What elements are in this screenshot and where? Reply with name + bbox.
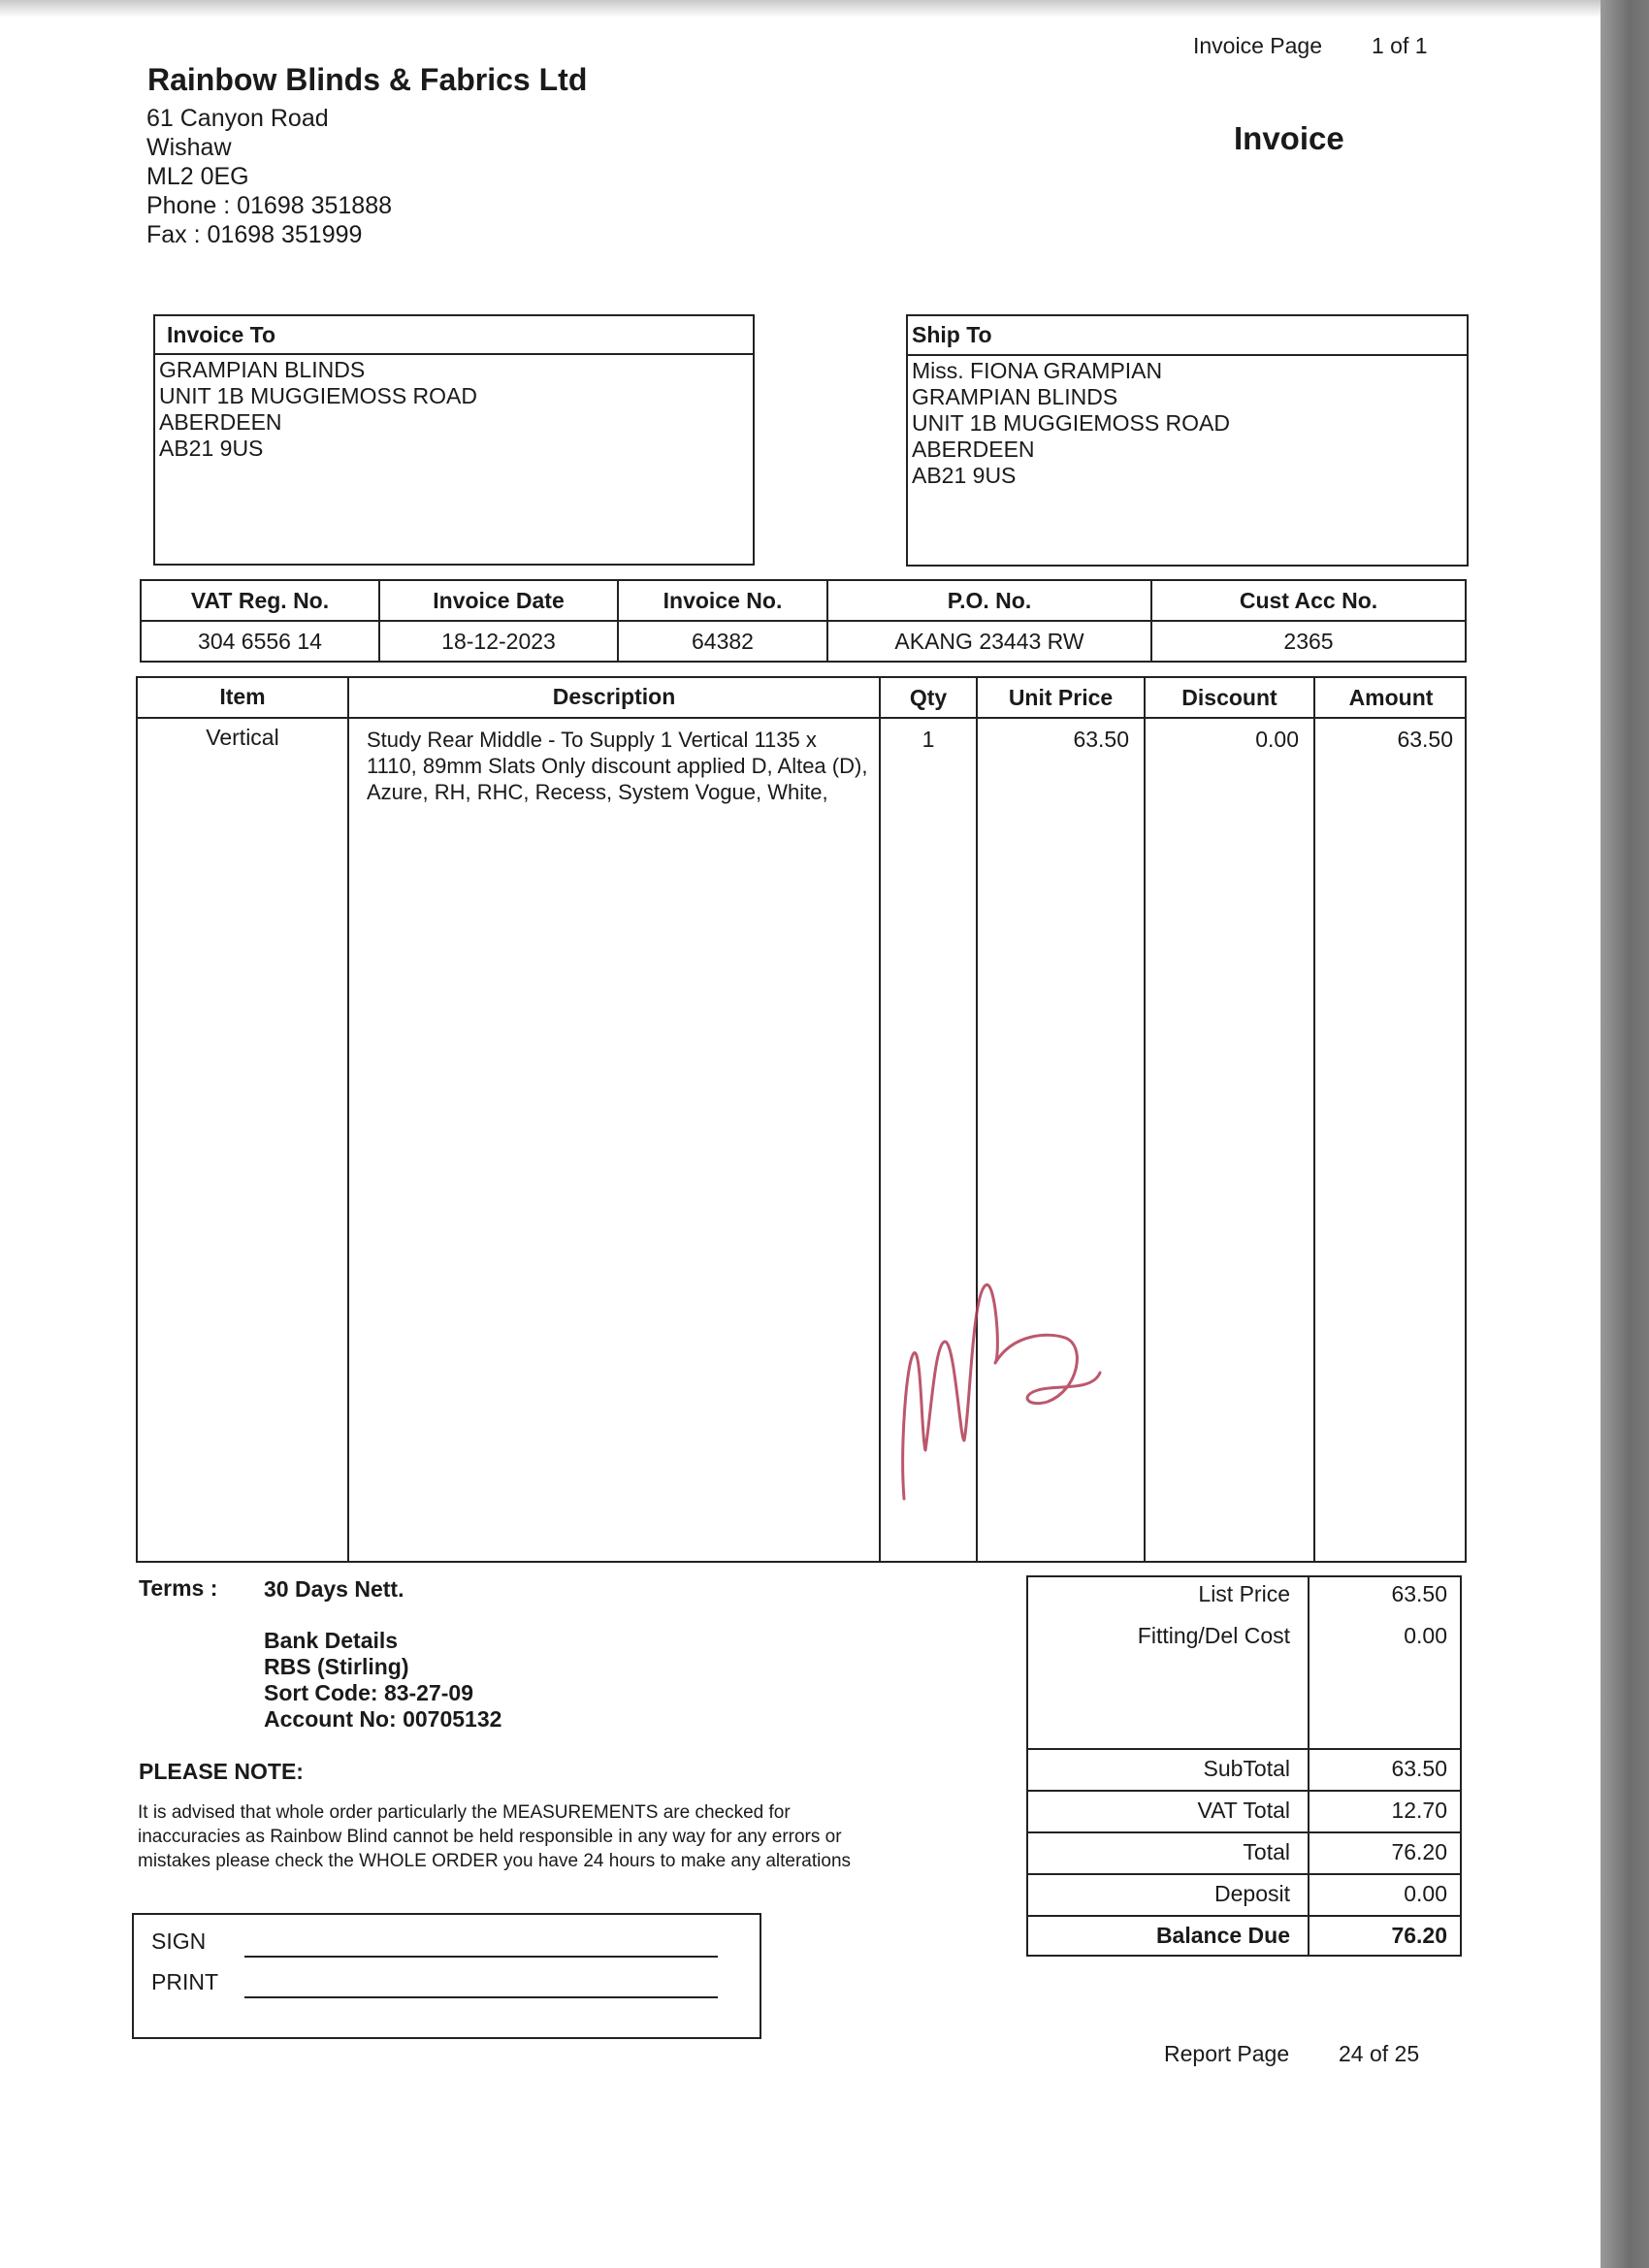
invoice-to-line: ABERDEEN xyxy=(159,409,282,435)
vat-reg-no: 304 6556 14 xyxy=(141,621,379,662)
subtotal-value: 63.50 xyxy=(1391,1756,1447,1781)
report-page-label: Report Page xyxy=(1164,2041,1290,2066)
reference-value-row xyxy=(141,621,1466,662)
bank-account-no: Account No: 00705132 xyxy=(264,1706,502,1732)
company-address xyxy=(146,104,392,249)
invoice-page-value: 1 of 1 xyxy=(1372,33,1428,58)
balance-due-value: 76.20 xyxy=(1391,1923,1447,1948)
invoice-date: 18-12-2023 xyxy=(379,621,618,662)
note-title: PLEASE NOTE: xyxy=(139,1759,304,1784)
scan-shadow-top xyxy=(0,0,1600,17)
ship-to-line: AB21 9US xyxy=(912,463,1017,488)
note-line: It is advised that whole order particularly the MEASUREMENTS are checked for xyxy=(138,1802,791,1823)
invoice-to-label: Invoice To xyxy=(155,316,753,355)
invoice-to-address xyxy=(155,355,753,462)
ship-to-address xyxy=(908,356,1467,489)
invoice-page-label: Invoice Page xyxy=(1193,33,1322,58)
list-price-value: 63.50 xyxy=(1391,1581,1447,1606)
doc-title: Invoice xyxy=(1234,120,1344,156)
totals-divider xyxy=(1028,1873,1460,1875)
invoice-to-line: GRAMPIAN BLINDS xyxy=(159,357,366,382)
unit-price-cell: 63.50 xyxy=(1073,727,1129,752)
total-value: 76.20 xyxy=(1391,1839,1447,1864)
invoice-to-box xyxy=(153,314,755,566)
reference-table xyxy=(140,579,1467,663)
fitting-label: Fitting/Del Cost xyxy=(1137,1623,1290,1648)
ship-to-box xyxy=(906,314,1469,567)
col-divider xyxy=(347,678,349,1561)
ship-to-line: ABERDEEN xyxy=(912,437,1035,462)
ref-header: P.O. No. xyxy=(827,580,1151,621)
ref-header: Invoice No. xyxy=(618,580,827,621)
print-label: PRINT xyxy=(151,1969,218,1994)
note-line: inaccuracies as Rainbow Blind cannot be held responsible in any way for any errors or xyxy=(138,1827,842,1847)
bank-sort-code: Sort Code: 83-27-09 xyxy=(264,1680,474,1705)
sign-label: SIGN xyxy=(151,1928,207,1954)
invoice-to-line: UNIT 1B MUGGIEMOSS ROAD xyxy=(159,383,478,408)
scan-shadow-right xyxy=(1600,0,1649,2268)
col-divider xyxy=(1144,678,1146,1561)
print-line[interactable] xyxy=(244,1996,718,1998)
totals-divider xyxy=(1028,1915,1460,1917)
deposit-label: Deposit xyxy=(1214,1881,1290,1906)
vat-total-label: VAT Total xyxy=(1197,1798,1290,1823)
list-price-label: List Price xyxy=(1198,1581,1290,1606)
ref-header: VAT Reg. No. xyxy=(141,580,379,621)
report-page-value: 24 of 25 xyxy=(1339,2041,1420,2066)
items-header-amount: Amount xyxy=(1348,685,1434,710)
vat-total-value: 12.70 xyxy=(1391,1798,1447,1823)
col-divider xyxy=(1313,678,1315,1561)
note-text xyxy=(138,1800,851,1873)
totals-divider xyxy=(1028,1748,1460,1750)
items-header-divider xyxy=(138,717,1465,719)
bank-details xyxy=(264,1628,501,1733)
sign-line[interactable] xyxy=(244,1956,718,1958)
totals-box xyxy=(1026,1575,1462,1957)
col-divider xyxy=(879,678,881,1561)
invoice-no: 64382 xyxy=(618,621,827,662)
subtotal-label: SubTotal xyxy=(1203,1756,1290,1781)
item-cell: Vertical xyxy=(206,725,279,750)
reference-header-row xyxy=(141,580,1466,621)
ship-to-line: UNIT 1B MUGGIEMOSS ROAD xyxy=(912,410,1231,436)
bank-name: RBS (Stirling) xyxy=(264,1654,409,1679)
ship-to-label: Ship To xyxy=(908,316,1467,356)
company-address-line: ML2 0EG xyxy=(146,163,249,190)
cust-acc-no: 2365 xyxy=(1151,621,1466,662)
terms-label: Terms : xyxy=(139,1575,218,1601)
company-name: Rainbow Blinds & Fabrics Ltd xyxy=(147,62,588,97)
items-table xyxy=(136,676,1467,1563)
bank-title: Bank Details xyxy=(264,1628,399,1653)
ref-header: Cust Acc No. xyxy=(1151,580,1466,621)
items-header-qty: Qty xyxy=(909,685,948,710)
items-header-discount: Discount xyxy=(1181,685,1277,710)
ref-header: Invoice Date xyxy=(379,580,618,621)
ship-to-line: Miss. FIONA GRAMPIAN xyxy=(912,358,1163,383)
company-fax: Fax : 01698 351999 xyxy=(146,221,363,248)
total-label: Total xyxy=(1243,1839,1290,1864)
handwritten-initials xyxy=(892,1217,1116,1508)
ship-to-line: GRAMPIAN BLINDS xyxy=(912,384,1118,409)
sign-box xyxy=(132,1913,761,2039)
terms-value: 30 Days Nett. xyxy=(264,1576,404,1602)
company-address-line: Wishaw xyxy=(146,134,232,161)
description-cell: Study Rear Middle - To Supply 1 Vertical 1135 x 1110, 89mm Slats Only discount applied D, Altea (D), Azure, RH, RHC, Recess, System Vogue, White, xyxy=(367,728,868,804)
qty-cell: 1 xyxy=(922,727,935,752)
po-no: AKANG 23443 RW xyxy=(827,621,1151,662)
note-line: mistakes please check the WHOLE ORDER you have 24 hours to make any alterations xyxy=(138,1851,852,1871)
fitting-value: 0.00 xyxy=(1404,1623,1447,1648)
items-header-description: Description xyxy=(552,684,676,709)
deposit-value: 0.00 xyxy=(1404,1881,1447,1906)
invoice-to-line: AB21 9US xyxy=(159,436,264,461)
totals-divider xyxy=(1028,1831,1460,1833)
discount-cell: 0.00 xyxy=(1255,727,1299,752)
amount-cell: 63.50 xyxy=(1397,727,1453,752)
company-address-line: 61 Canyon Road xyxy=(146,105,329,132)
items-header-item: Item xyxy=(219,684,266,709)
company-phone: Phone : 01698 351888 xyxy=(146,192,393,219)
balance-due-label: Balance Due xyxy=(1155,1923,1290,1948)
items-header-unit-price: Unit Price xyxy=(1008,685,1114,710)
totals-divider xyxy=(1028,1790,1460,1792)
